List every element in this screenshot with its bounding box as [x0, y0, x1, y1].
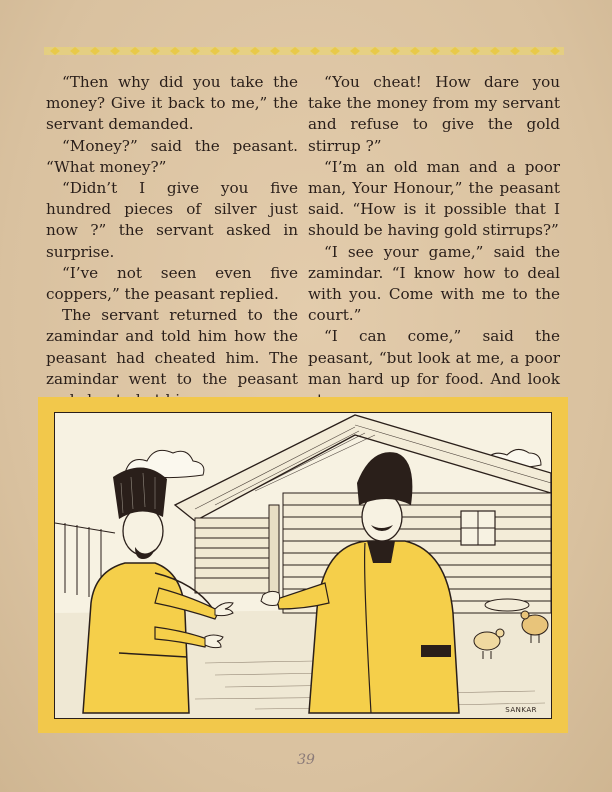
- story-paragraph: “I see your game,” said the zamindar. “I know how to deal with you. Come with me to the court.”: [308, 242, 560, 325]
- story-paragraph: “Didn’t I give you five hundred pieces of silver just now ?” the servant asked in surprise.: [46, 179, 298, 261]
- story-paragraph: The servant returned to the zamindar and told him how the peasant had cheated him. The zamindar went to the peasant: [46, 306, 298, 388]
- hat: [357, 452, 412, 505]
- story-paragraph: “You cheat! How dare you take the money from my servant and refuse to give the gold stirrup ?”: [308, 73, 560, 155]
- story-paragraph: “Money?” said the peasant. “What money?”: [46, 136, 298, 176]
- artist-signature: SANKAR: [505, 706, 537, 714]
- story-column-left: [46, 72, 298, 411]
- cabin-post: [269, 505, 279, 600]
- illustration: [54, 412, 552, 719]
- story-paragraph: “I can come,” said the peasant, “but look at me, a poor man hard up for food. And look: [308, 327, 560, 388]
- story-column-right: [308, 72, 560, 411]
- story-paragraph: “I’ve not seen even five coppers,” the peasant replied.: [46, 263, 298, 304]
- feeding-bowl: [485, 599, 529, 611]
- illustration-scene: [55, 413, 551, 718]
- story-paragraph: “I’m an old man and a poor man, Your Honour,” the peasant said. “How is it possible that I should be having gold stirrups?”: [308, 157, 560, 240]
- page-number: 39: [297, 752, 315, 768]
- decorative-border-ornament: [44, 44, 564, 58]
- illustration-frame: [38, 397, 568, 733]
- coat-cuff: [421, 645, 451, 657]
- story-paragraph: “Then why did you take the money? Give it back to me,” the servant demanded.: [46, 73, 298, 134]
